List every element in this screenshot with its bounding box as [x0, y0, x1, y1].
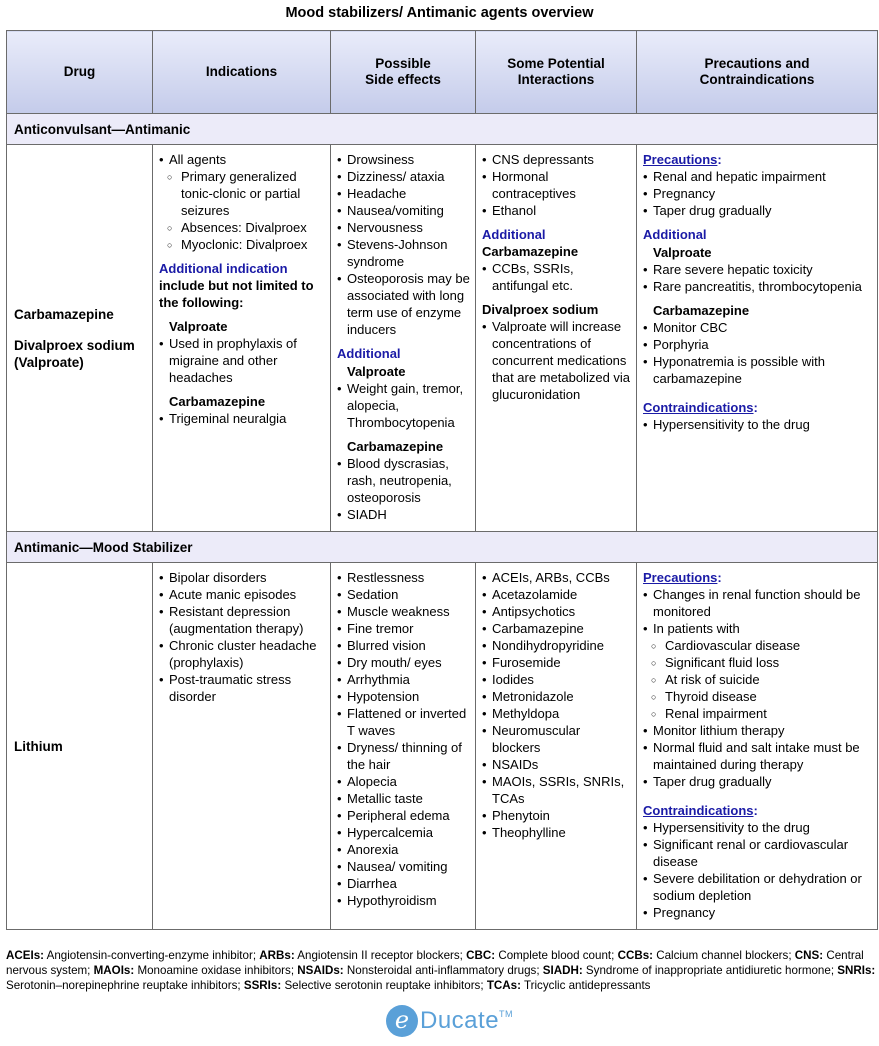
table-row-lithium [7, 563, 878, 930]
list-item: • Hypersensitivity to the drug [643, 416, 873, 433]
abbr-term: SNRIs: [837, 964, 876, 977]
list-item: • Resistant depression (augmentation therapy) [159, 603, 326, 637]
abbr-def: Selective serotonin reuptake inhibitors; [281, 979, 487, 992]
abbr-term: ARBs: [259, 949, 295, 962]
drug-cell [7, 563, 153, 930]
list-item: • Chronic cluster headache (prophylaxis) [159, 637, 326, 671]
abbr-def: Syndrome of inappropriate antidiuretic hormone; [582, 964, 838, 977]
list-item: • Monitor CBC [643, 319, 873, 336]
additional-note: include but not limited to the following: [159, 278, 314, 310]
list-item: • Bipolar disorders [159, 569, 326, 586]
list-item: • Nondihydropyridine [482, 637, 632, 654]
list-item: • Restlessness [337, 569, 471, 586]
abbr-term: CNS: [794, 949, 824, 962]
list-item: • All agents [159, 151, 326, 168]
list-item: • Rare severe hepatic toxicity [643, 261, 873, 278]
list-item: • Rare pancreatitis, thrombocytopenia [643, 278, 873, 295]
list-item: ○ Renal impairment [651, 705, 873, 722]
drug-cell [7, 145, 153, 532]
abbreviations-footnote [6, 948, 877, 993]
list-item: • Valproate will increase concentrations of concurrent medications that are metabolized via glucuronidation [482, 318, 632, 403]
list-item: ○ Primary generalized tonic-clonic or partial seizures [167, 168, 326, 219]
list-item: • Acetazolamide [482, 586, 632, 603]
list-item: • Acute manic episodes [159, 586, 326, 603]
list-item: • ACEIs, ARBs, CCBs [482, 569, 632, 586]
abbr-term: CBC: [466, 949, 496, 962]
header-interactions: Some Potential Interactions [476, 31, 637, 114]
list-item: • Hypercalcemia [337, 824, 471, 841]
list-item: • Arrhythmia [337, 671, 471, 688]
list-item: • Metallic taste [337, 790, 471, 807]
precautions-label: Precautions [643, 152, 718, 167]
list-item: • Iodides [482, 671, 632, 688]
list-item: • Taper drug gradually [643, 773, 873, 790]
abbr-def: Complete blood count; [495, 949, 618, 962]
list-item: • Hypersensitivity to the drug [643, 819, 873, 836]
list-item: • Alopecia [337, 773, 471, 790]
drug-overview-table [6, 30, 878, 930]
list-item: • Phenytoin [482, 807, 632, 824]
list-item: • Flattened or inverted T waves [337, 705, 471, 739]
additional-heading: Additional [482, 227, 546, 242]
abbr-term: SSRIs: [243, 979, 282, 992]
header-indications: Indications [153, 31, 331, 114]
list-item: • Sedation [337, 586, 471, 603]
subheading: Valproate [347, 364, 406, 379]
abbr-term: ACEIs: [6, 949, 45, 962]
list-item: • Osteoporosis may be associated with long term use of enzyme inducers [337, 270, 471, 338]
list-item: • In patients with [643, 620, 873, 637]
subheading: Carbamazepine [347, 439, 444, 454]
list-item: • Ethanol [482, 202, 632, 219]
precautions-cell: Precautions: • Changes in renal function should be monitored • In patients with ○ Cardiovascular disease ○ Significant fluid loss ○ At risk of suicide ○ Thyroid disease ○ Renal impairment • Monitor lithium therapy • Normal fluid and salt intake must be maintained during therapy • Taper drug gradually Contraindications: • Hypersensitivity to the drug • Significant renal or cardiovascular disease • Severe debilitation or dehydration or sodium depletion • Pregnancy [637, 563, 878, 930]
indications-cell [153, 563, 331, 930]
list-item: • Monitor lithium therapy [643, 722, 873, 739]
subheading: Valproate [169, 319, 228, 334]
list-item: • Significant renal or cardiovascular disease [643, 836, 873, 870]
list-item: • Weight gain, tremor, alopecia, Thrombocytopenia [337, 380, 471, 431]
list-item: • Nausea/vomiting [337, 202, 471, 219]
educate-logo [386, 1003, 514, 1043]
interactions-cell [476, 563, 637, 930]
header-precautions: Precautions and Contraindications [637, 31, 878, 114]
list-item: • Hormonal contraceptives [482, 168, 632, 202]
list-item: ○ Absences: Divalproex [167, 219, 326, 236]
list-item: • NSAIDs [482, 756, 632, 773]
contraindications-label: Contraindications [643, 803, 754, 818]
subheading: Carbamazepine [482, 244, 579, 259]
list-item: • Furosemide [482, 654, 632, 671]
abbr-term: NSAIDs: [297, 964, 344, 977]
precautions-label: Precautions [643, 570, 718, 585]
indications-cell [153, 145, 331, 532]
section-title: Antimanic—Mood Stabilizer [7, 532, 878, 563]
drug-name: Carbamazepine [14, 306, 114, 322]
additional-heading: Additional [337, 346, 401, 361]
subheading: Carbamazepine [169, 394, 266, 409]
precautions-cell: Precautions: • Renal and hepatic impairment • Pregnancy • Taper drug gradually Additional Valproate • Rare severe hepatic toxicity • Rare pancreatitis, thrombocytopenia Carbamazepine • Monitor CBC • Porphyria • Hyponatremia is possible with carbamazepine Contraindications: • Hypersensitivity to the drug [637, 145, 878, 532]
abbr-term: SIADH: [542, 964, 583, 977]
list-item: ○ Myoclonic: Divalproex [167, 236, 326, 253]
list-item: • Hypotension [337, 688, 471, 705]
list-item: • Carbamazepine [482, 620, 632, 637]
list-item: • Changes in renal function should be monitored [643, 586, 873, 620]
list-item: • Taper drug gradually [643, 202, 873, 219]
list-item: • MAOIs, SSRIs, SNRIs, TCAs [482, 773, 632, 807]
abbr-def: Angiotensin II receptor blockers; [294, 949, 467, 962]
abbr-def: Central nervous system; [6, 949, 864, 977]
list-item: • Stevens-Johnson syndrome [337, 236, 471, 270]
list-item: • Blurred vision [337, 637, 471, 654]
abbr-def: Calcium channel blockers; [653, 949, 795, 962]
list-item: • Renal and hepatic impairment [643, 168, 873, 185]
list-item: • Trigeminal neuralgia [159, 410, 326, 427]
header-side-effects: Possible Side effects [331, 31, 476, 114]
list-item: ○ At risk of suicide [651, 671, 873, 688]
drug-name: Lithium [14, 738, 63, 754]
abbr-def: Monoamine oxidase inhibitors; [134, 964, 298, 977]
subheading: Divalproex sodium [482, 302, 599, 317]
list-item: • Nausea/ vomiting [337, 858, 471, 875]
abbr-term: CCBs: [617, 949, 654, 962]
list-item: • Hyponatremia is possible with carbamazepine [643, 353, 873, 387]
header-drug: Drug [7, 31, 153, 114]
contraindications-label: Contraindications [643, 400, 754, 415]
list-item: • Dizziness/ ataxia [337, 168, 471, 185]
list-item: • Muscle weakness [337, 603, 471, 620]
table-row-carbamazepine [7, 145, 878, 532]
list-item: • Methyldopa [482, 705, 632, 722]
drug-name: (Valproate) [14, 354, 84, 370]
abbr-def: Tricyclic antidepressants [520, 979, 651, 992]
page-title: Mood stabilizers/ Antimanic agents overview [285, 5, 594, 21]
list-item: • Hypothyroidism [337, 892, 471, 909]
subheading: Carbamazepine [653, 303, 750, 318]
list-item: • Porphyria [643, 336, 873, 353]
interactions-cell [476, 145, 637, 532]
list-item: • CCBs, SSRIs, antifungal etc. [482, 260, 632, 294]
list-item: ○ Significant fluid loss [651, 654, 873, 671]
list-item: • Post-traumatic stress disorder [159, 671, 326, 705]
list-item: • Used in prophylaxis of migraine and other headaches [159, 335, 326, 386]
header-row [7, 31, 878, 114]
list-item: • Diarrhea [337, 875, 471, 892]
list-item: • Fine tremor [337, 620, 471, 637]
drug-name: Divalproex sodium [14, 337, 135, 353]
logo-text: Ducate™ [420, 1007, 514, 1034]
list-item: • Drowsiness [337, 151, 471, 168]
side-effects-cell [331, 145, 476, 532]
abbr-def: Angiotensin-converting-enzyme inhibitor; [44, 949, 260, 962]
list-item: • Anorexia [337, 841, 471, 858]
abbr-def: Nonsteroidal anti-inflammatory drugs; [343, 964, 543, 977]
list-item: • SIADH [337, 506, 471, 523]
list-item: • Dryness/ thinning of the hair [337, 739, 471, 773]
list-item: • Nervousness [337, 219, 471, 236]
list-item: • Dry mouth/ eyes [337, 654, 471, 671]
section-row-antimanic [7, 532, 878, 563]
list-item: • CNS depressants [482, 151, 632, 168]
additional-heading: Additional indication [159, 261, 288, 276]
list-item: • Blood dyscrasias, rash, neutropenia, osteoporosis [337, 455, 471, 506]
list-item: • Pregnancy [643, 904, 873, 921]
list-item: • Headache [337, 185, 471, 202]
list-item: • Metronidazole [482, 688, 632, 705]
list-item: • Antipsychotics [482, 603, 632, 620]
abbr-term: MAOIs: [93, 964, 135, 977]
abbr-def: Serotonin–norepinephrine reuptake inhibitors; [6, 979, 244, 992]
list-item: • Neuromuscular blockers [482, 722, 632, 756]
section-title: Anticonvulsant—Antimanic [7, 114, 878, 145]
list-item: • Theophylline [482, 824, 632, 841]
side-effects-cell [331, 563, 476, 930]
list-item: • Severe debilitation or dehydration or sodium depletion [643, 870, 873, 904]
list-item: • Peripheral edema [337, 807, 471, 824]
list-item: ○ Thyroid disease [651, 688, 873, 705]
section-row-anticonvulsant [7, 114, 878, 145]
list-item: ○ Cardiovascular disease [651, 637, 873, 654]
abbr-term: TCAs: [486, 979, 521, 992]
subheading: Valproate [653, 245, 712, 260]
additional-heading: Additional [643, 227, 707, 242]
logo-e-icon: e [386, 1005, 418, 1037]
list-item: • Pregnancy [643, 185, 873, 202]
list-item: • Normal fluid and salt intake must be maintained during therapy [643, 739, 873, 773]
